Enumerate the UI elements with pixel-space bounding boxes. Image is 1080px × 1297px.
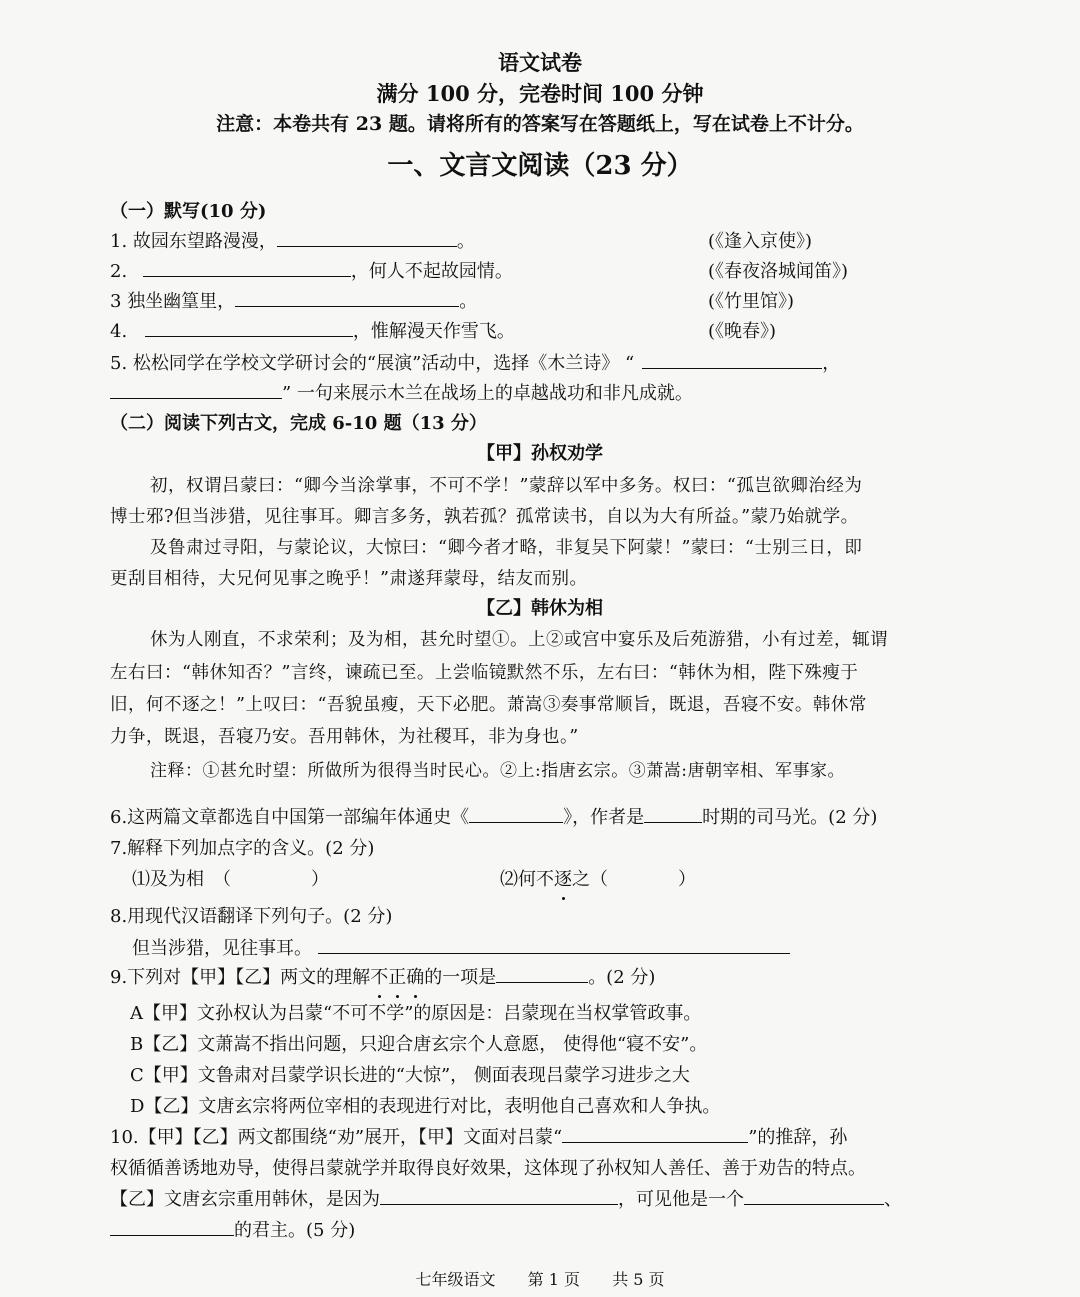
source-label: (《竹里馆》) <box>708 291 795 312</box>
question-8-sentence: 但当涉猎，见往事耳。 <box>132 935 970 963</box>
part2-heading: （二）阅读下列古文，完成 6-10 题（13 分） <box>110 413 487 434</box>
question-6: 6.这两篇文章都选自中国第一部编年体通史《 》，作者是 时期的司马光。(2 分) <box>110 804 970 832</box>
question-3: 3 独坐幽篁里， 。 (《竹里馆》) <box>110 288 970 316</box>
answer-blank[interactable] <box>644 804 702 823</box>
passage-jia-line: 及鲁肃过寻阳，与蒙论议，大惊曰：“卿今者才略，非复吴下阿蒙！”蒙曰：“士别三日，即 <box>150 538 863 558</box>
answer-blank[interactable] <box>642 350 822 369</box>
question-8: 8.用现代汉语翻译下列句子。(2 分) <box>110 906 393 927</box>
question-9: 9.下列对【甲】【乙】两文的理解不正确的一项是 。(2 分) <box>110 964 970 992</box>
passage-jia-line: 更刮目相待，大兄何见事之晚乎！”肃遂拜蒙母，结友而别。 <box>110 569 588 589</box>
passage-jia-line: 初，权谓吕蒙曰：“卿今当涂掌事，不可不学！”蒙辞以军中多务。权曰：“孤岂欲卿治经为 <box>150 476 863 496</box>
question-5: 5. 松松同学在学校文学研讨会的“展演”活动中，选择《木兰诗》 “ ， <box>110 350 970 378</box>
question-2: 2. ，何人不起故园情。 (《春夜洛城闻笛》) <box>110 258 970 286</box>
passage-yi-line: 休为人刚直，不求荣利；及为相，甚允时望①。上②或宫中宴乐及后苑游猎，小有过差，辄谓 <box>150 630 888 650</box>
option-c: C【甲】文鲁肃对吕蒙学识长进的“大惊”， 侧面表现吕蒙学习进步之大 <box>130 1065 690 1086</box>
part1-heading: （一）默写(10 分) <box>110 201 267 222</box>
answer-blank[interactable] <box>145 318 353 337</box>
answer-blank[interactable] <box>277 228 457 247</box>
source-label: (《春夜洛城闻笛》) <box>708 261 849 282</box>
answer-blank[interactable] <box>380 1186 618 1205</box>
source-label: (《逢入京使》) <box>708 231 813 252</box>
question-1: 1. 故园东望路漫漫， 。 (《逢入京使》) <box>110 228 970 256</box>
question-10: 10.【甲】【乙】两文都围绕“劝”展开，【甲】文面对吕蒙“ ”的推辞，孙 <box>110 1124 970 1152</box>
answer-blank[interactable] <box>110 380 282 399</box>
passage-jia-title: 【甲】孙权劝学 <box>477 443 603 464</box>
exam-subtitle: 满分 100 分，完卷时间 100 分钟 <box>376 81 704 106</box>
passage-notes: 注释：①甚允时望：所做所为很得当时民心。②上:指唐玄宗。③萧嵩:唐朝宰相、军事家。 <box>150 761 845 781</box>
passage-jia-line: 博士邪?但当涉猎，见往事耳。卿言多务，孰若孤？孤常读书，自以为大有所益。”蒙乃始就学。 <box>110 507 859 527</box>
answer-blank[interactable] <box>744 1186 884 1205</box>
question-10-line4: 的君主。(5 分) <box>110 1217 970 1245</box>
exam-title: 语文试卷 <box>498 50 582 75</box>
question-5-cont: ” 一句来展示木兰在战场上的卓越战功和非凡成就。 <box>110 380 970 408</box>
passage-yi-line: 力争，既退，吾寝乃安。吾用韩休，为社稷耳，非为身也。” <box>110 727 579 747</box>
option-d: D【乙】文唐玄宗将两位宰相的表现进行对比，表明他自己喜欢和人争执。 <box>130 1096 721 1117</box>
question-4: 4. ，惟解漫天作雪飞。 (《晚春》) <box>110 318 970 346</box>
exam-notice: 注意：本卷共有 23 题。请将所有的答案写在答题纸上，写在试卷上不计分。 <box>216 113 864 135</box>
answer-blank[interactable] <box>562 1124 748 1143</box>
option-a: A【甲】文孙权认为吕蒙“不可不学”的原因是：吕蒙现在当权掌管政事。 <box>130 1003 702 1024</box>
answer-blank[interactable] <box>235 288 459 307</box>
question-10-line2: 权循循善诱地劝导，使得吕蒙就学并取得良好效果，这体现了孙权知人善任、善于劝告的特点。 <box>110 1158 866 1179</box>
answer-blank[interactable] <box>469 804 563 823</box>
section-title: 一、文言文阅读（23 分） <box>387 151 693 181</box>
answer-blank[interactable] <box>318 935 790 954</box>
question-7: 7.解释下列加点字的含义。(2 分) <box>110 838 375 859</box>
passage-yi-title: 【乙】韩休为相 <box>477 598 603 619</box>
passage-yi-line: 左右曰：“韩休知否？”言终，谏疏已至。上尝临镜默然不乐，左右曰：“韩休为相，陛下殊瘦于 <box>110 663 859 683</box>
answer-blank[interactable] <box>110 1217 234 1236</box>
passage-yi-line: 旧，何不逐之！”上叹曰：“吾貌虽瘦，天下必肥。萧嵩③奏事常顺旨，既退，吾寝不安。韩休常 <box>110 695 867 715</box>
option-b: B【乙】文萧嵩不指出问题，只迎合唐玄宗个人意愿， 使得他“寝不安”。 <box>130 1034 708 1055</box>
source-label: (《晚春》) <box>708 321 777 342</box>
answer-blank[interactable] <box>143 258 351 277</box>
question-10-line3: 【乙】文唐玄宗重用韩休，是因为 ，可见他是一个 、 <box>110 1186 970 1214</box>
page-footer: 七年级语文 第 1 页 共 5 页 <box>415 1270 665 1289</box>
question-7-items: ⑴及为相 （ ） ⑵何不逐之（ ） <box>132 866 970 894</box>
answer-blank[interactable] <box>496 964 588 983</box>
